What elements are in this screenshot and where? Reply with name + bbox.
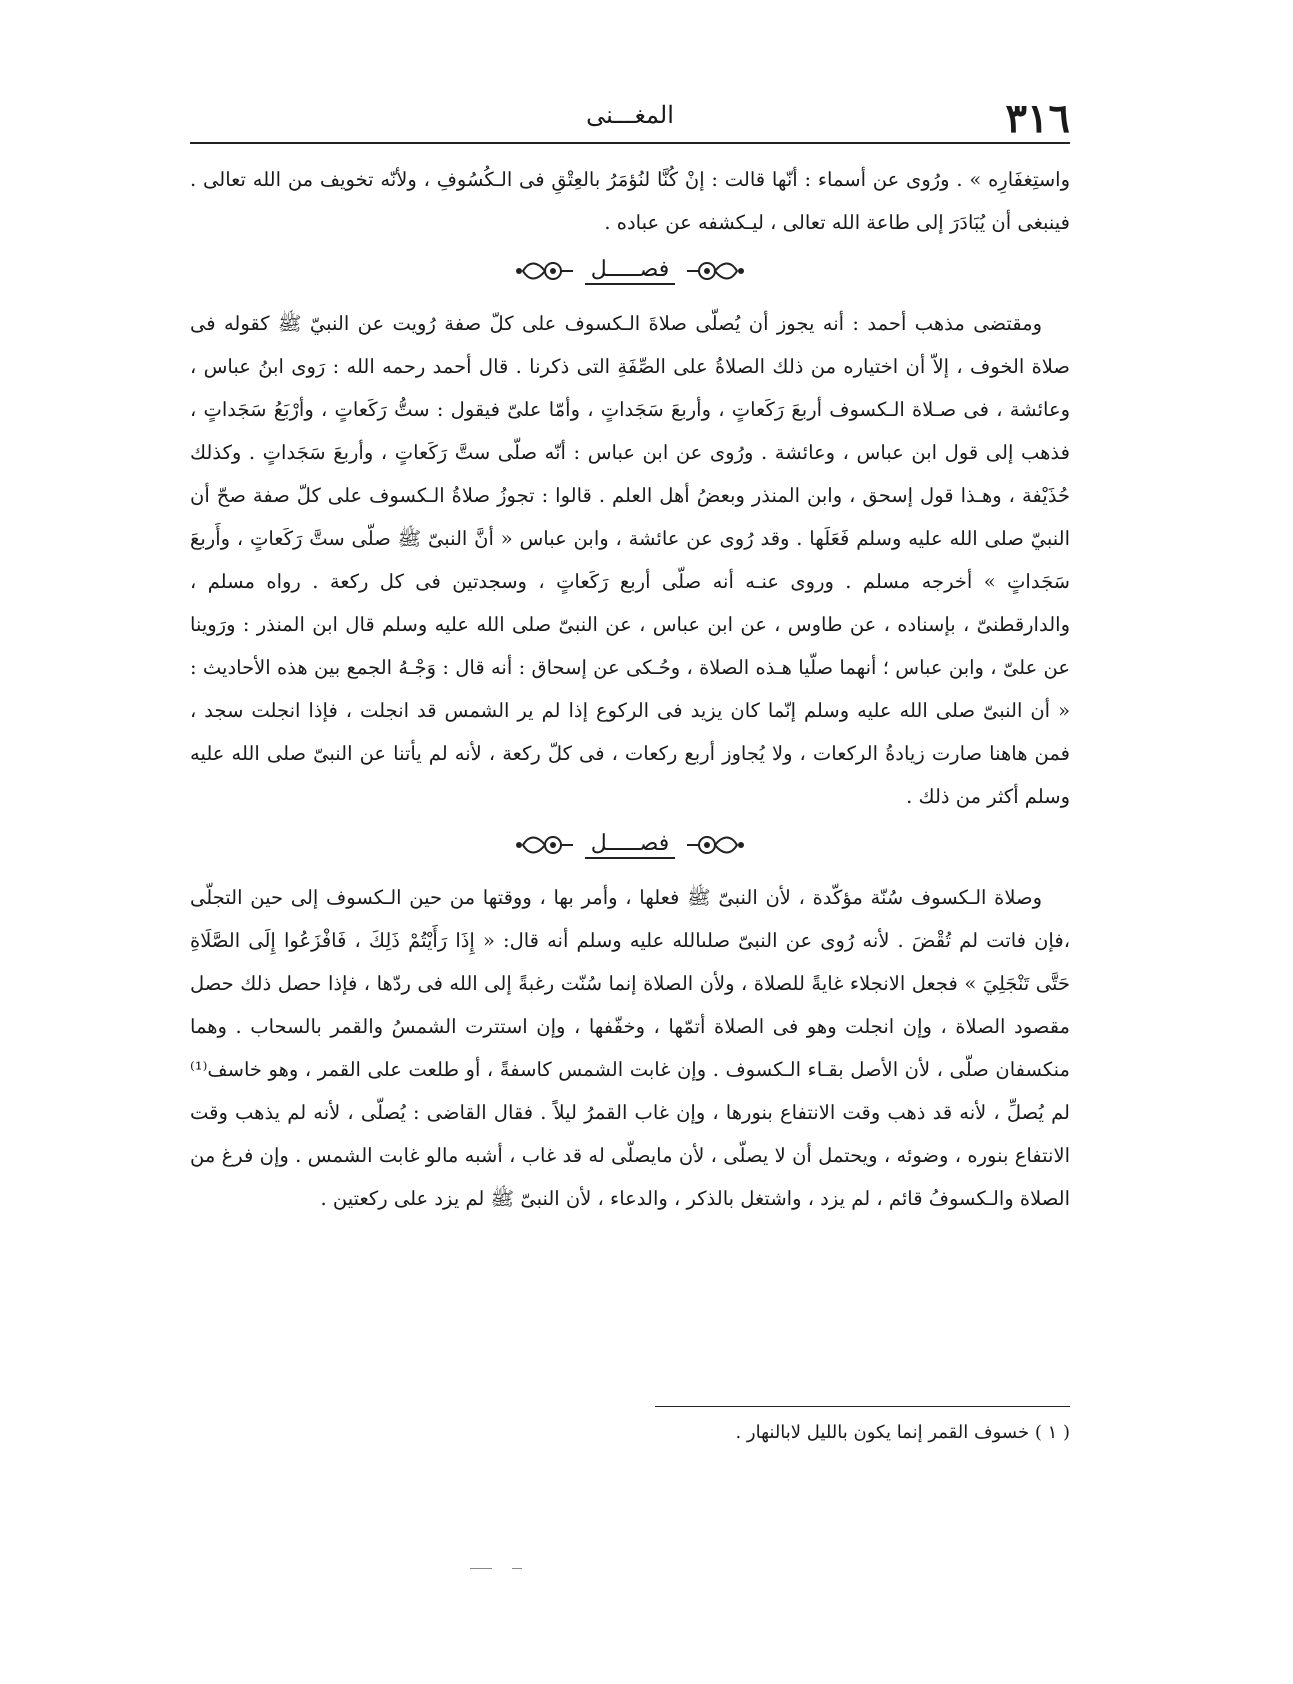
header-rule (190, 142, 1070, 144)
ornament-icon (685, 832, 747, 858)
paragraph: ومقتضى مذهب أحمد : أنه يجوز أن يُصلّى صلاةَ الـكسوف على كلّ صفة رُويت عن النبيّ ﷺ كقوله فى صلاة الخوف ، إلاّ أن اختياره من ذلك الصلاةُ على الصِّفَةِ التى ذكرنا . قال أحمد رحمه الله : رَوى ابنُ عباس ، وعائشة ، فى صـلاة الـكسوف أربعَ رَكَعاتٍ ، وأربعَ سَجَداتٍ ، وأمّا علىّ فيقول : ستُّ رَكَعاتٍ ، وأرْبَعُ سَجَداتٍ ، فذهب إلى قول ابن عباس ، وعائشة . ورُوى عن ابن عباس : أنّه صلّى ستَّ رَكَعاتٍ ، وأربعَ سَجَداتٍ . وكذلك حُذَيْفة ، وهـذا قول إسحق ، وابن المنذر وبعضُ أهل العلم . قالوا : تجوزُ صلاةُ الـكسوف على كلّ صفة صحّ أن النبيّ صلى الله عليه وسلم فَعَلَها . وقد رُوى عن عائشة ، وابن عباس « أنَّ النبىّ ﷺ صلّى ستَّ رَكَعاتٍ ، وأَربعَ سَجَداتٍ » أخرجه مسلم . وروى عنـه أنه صلّى أربع رَكَعاتٍ ، وسجدتين فى كل ركعة . رواه مسلم ، والدارقطنىّ ، بإسناده ، عن طاوس ، عن ابن عباس ، عن النبىّ صلى الله عليه وسلم قال ابن المنذر : ورَوينا عن علىّ ، وابن عباس ؛ أنهما صلّيا هـذه الصلاة ، وحُـكى عن إسحاق : أنه قال : وَجْـهُ الجمع بين هذه الأحاديث : « أن النبىّ صلى الله عليه وسلم إنّما كان يزيد فى الركوع إذا لم ير الشمس قد انجلت ، فإذا انجلت سجد ، فمن هاهنا صارت زيادةُ الركعات ، ولا يُجاوز أربع ركعات ، فى كلّ ركعة ، لأنه لم يأتنا عن النبىّ صلى الله عليه وسلم أكثر من ذلك . (190, 312, 1070, 808)
page-number: ٣١٦ (1005, 95, 1070, 142)
running-title: المغـــنى (586, 101, 674, 129)
ornament-icon (513, 258, 575, 284)
ornament-icon (685, 258, 747, 284)
footnote-rule (655, 1406, 1070, 1407)
section-title: فصـــــل (585, 831, 675, 859)
footnote: ( ١ ) خسوف القمر إنما يكون بالليل لابالنهار . (735, 1422, 1070, 1443)
section-heading (190, 246, 1070, 296)
ornament-icon (513, 832, 575, 858)
body-text (190, 158, 1070, 1220)
paragraph: وصلاة الـكسوف سُنّة مؤكّدة ، لأن النبىّ ﷺ فعلها ، وأمر بها ، ووقتها من حين الـكسوف إلى حين التجلّى ،فإن فاتت لم تُقْضَ . لأنه رُوى عن النبىّ صلىالله عليه وسلم أنه قال: « إِذَا رَأَيْتُمْ ذَلِكَ ، فَافْزَعُوا إِلَى الصَّلَاةِ حَتَّى تَنْجَلِيَ » فجعل الانجلاء غايةً للصلاة ، ولأن الصلاة إنما سُنّت رغبةً إلى الله فى ردّها ، فإذا حصل ذلك حصل مقصود الصلاة ، وإن انجلت وهو فى الصلاة أتمّها ، وخفّفها ، وإن استترت الشمسُ والقمر بالسحاب . وهما منكسفان صلّى ، لأن الأصل بقـاء الـكسوف . وإن غابت الشمس كاسفةً ، أو طلعت على القمر ، وهو خاسف⁽¹⁾ لم يُصلِّ ، لأنه قد ذهب وقت الانتفاع بنورها ، وإن غاب القمرُ ليلاً . فقال القاضى : يُصلّى ، لأنه لم يذهب وقت الانتفاع بنوره ، وضوئه ، ويحتمل أن لا يصلّى ، لأن مايصلّى له قد غاب ، أشبه مالو غابت الشمس . وإن فرغ من الصلاة والـكسوفُ قائم ، لم يزد ، واشتغل بالذكر ، والدعاء ، لأن النبىّ ﷺ لم يزد على ركعتين . (190, 886, 1070, 1210)
scan-mark (470, 1568, 492, 1569)
scan-mark (512, 1568, 522, 1569)
page-header (190, 95, 1070, 145)
section-heading (190, 820, 1070, 870)
section-title: فصـــــل (585, 257, 675, 285)
paragraph: واستِغفَارِه » . ورُوى عن أسماء : أنّها قالت : إنْ كُنَّا لنُؤمَرُ بالعِتْقِ فى الـكُسُوفِ ، ولأنّه تخويف من الله تعالى . فينبغى أن يُبَادَرَ إلى طاعة الله تعالى ، ليـكشفه عن عباده . (190, 168, 1070, 234)
